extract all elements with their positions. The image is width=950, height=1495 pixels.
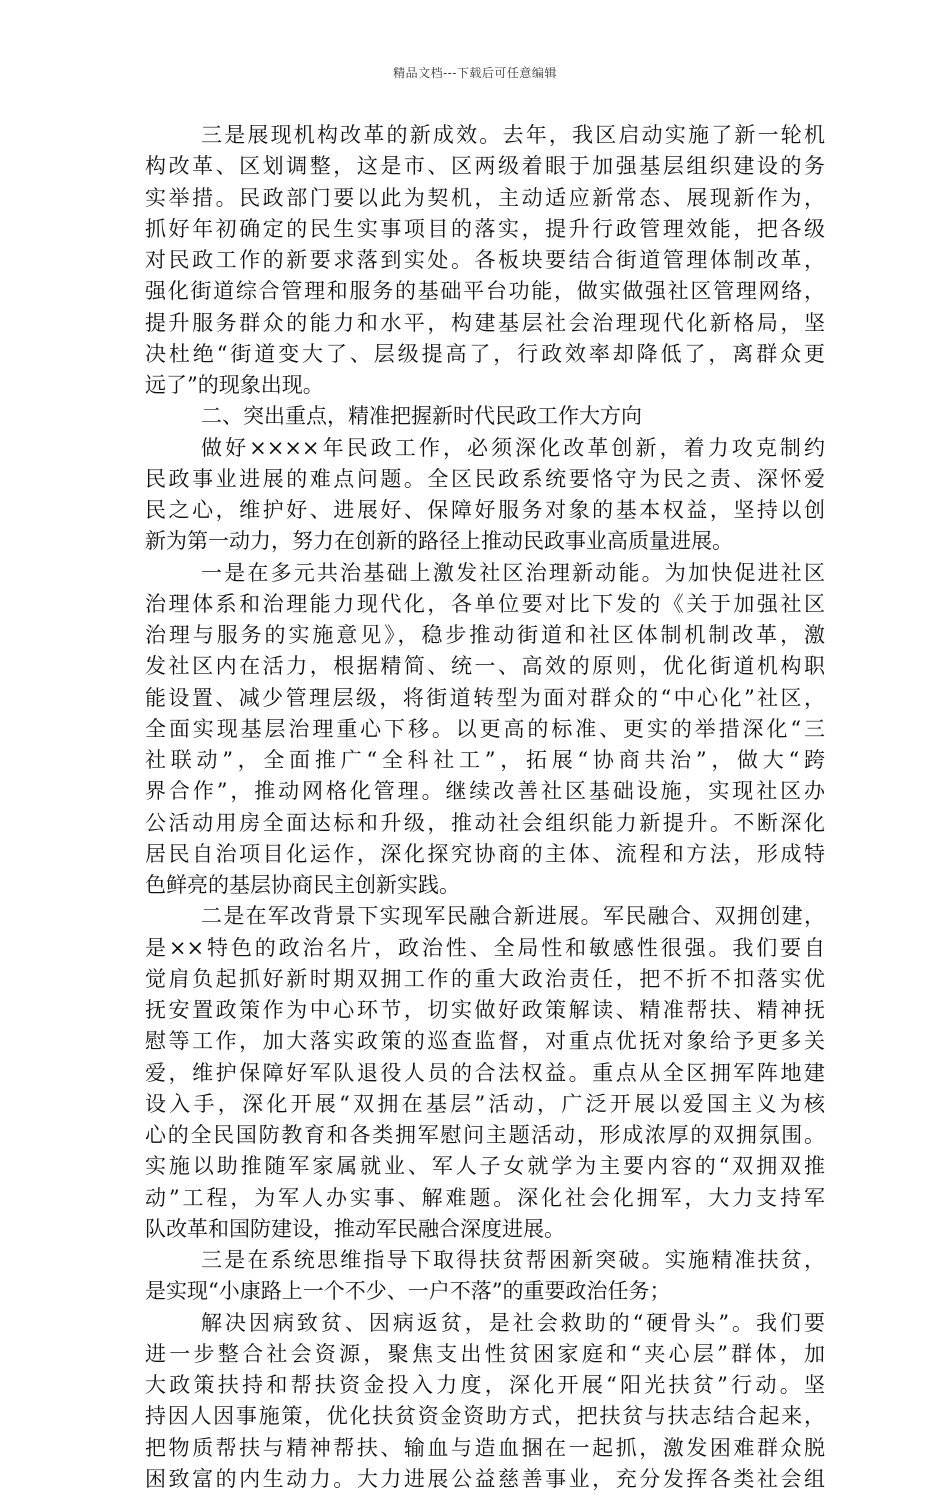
text-line: 持因人因事施策，优化扶贫资金资助方式，把扶贫与扶志结合起来，: [145, 1404, 825, 1429]
text-line: 二是在军改背景下实现军民融合新进展。军民融合、双拥创建，: [201, 904, 825, 929]
text-line: 新为第一动力，努力在创新的路径上推动民政事业高质量进展。: [145, 529, 733, 554]
text-line: 实举措。民政部门要以此为契机，主动适应新常态、展现新作为，: [145, 185, 825, 210]
text-line: 决杜绝“街道变大了、层级提高了，行政效率却降低了，离群众更: [145, 341, 825, 366]
text-line: 治理与服务的实施意见》，稳步推动街道和社区体制机制改革，激: [145, 623, 825, 647]
text-line: 居民自治项目化运作，深化探究协商的主体、流程和方法，形成特: [145, 841, 825, 866]
page-header: 精品文档---下载后可任意编辑: [393, 66, 557, 80]
text-line: 解决因病致贫、因病返贫，是社会救助的“硬骨头”。我们要: [201, 1310, 825, 1335]
text-line: 做好××××年民政工作，必须深化改革创新，着力攻克制约: [201, 435, 825, 460]
text-line: 困致富的内生动力。大力进展公益慈善事业，充分发挥各类社会组: [145, 1466, 825, 1491]
text-line: 爱，维护保障好军队退役人员的合法权益。重点从全区拥军阵地建: [145, 1060, 825, 1085]
text-line: 能设置、减少管理层级，将街道转型为面对群众的“中心化”社区，: [145, 685, 825, 710]
text-line: 全面实现基层治理重心下移。以更高的标准、更实的举措深化“三: [145, 716, 825, 741]
text-line: 实施以助推随军家属就业、军人子女就学为主要内容的“双拥双推: [145, 1154, 825, 1179]
text-line: 社联动”，全面推广“全科社工”，拓展“协商共治”，做大“跨: [145, 748, 825, 772]
text-line: 民政事业进展的难点问题。全区民政系统要恪守为民之责、深怀爱: [145, 466, 825, 491]
text-line: 三是展现机构改革的新成效。去年，我区启动实施了新一轮机: [201, 123, 825, 147]
text-line: 一是在多元共治基础上激发社区治理新动能。为加快促进社区: [201, 560, 825, 585]
text-line: 治理体系和治理能力现代化，各单位要对比下发的《关于加强社区: [145, 591, 825, 616]
text-line: 队改革和国防建设，推动军民融合深度进展。: [145, 1216, 565, 1241]
text-line: 构改革、区划调整，这是市、区两级着眼于加强基层组织建设的务: [145, 154, 825, 179]
text-line: 是××特色的政治名片，政治性、全局性和敏感性很强。我们要自: [145, 935, 825, 960]
text-line: 心的全民国防教育和各类拥军慰问主题活动，形成浓厚的双拥氛围。: [145, 1123, 825, 1147]
text-line: 设入手，深化开展“双拥在基层”活动，广泛开展以爱国主义为核: [145, 1091, 825, 1116]
text-line: 界合作”，推动网格化管理。继续改善社区基础设施，实现社区办: [145, 779, 825, 804]
text-line: 色鲜亮的基层协商民主创新实践。: [145, 873, 460, 897]
text-line: 动”工程，为军人办实事、解难题。深化社会化拥军，大力支持军: [145, 1185, 825, 1210]
document-body: [145, 120, 825, 1495]
text-line: 进一步整合社会资源，聚焦支出性贫困家庭和“夹心层”群体，加: [145, 1341, 825, 1366]
text-line: 是实现“小康路上一个不少、一户不落”的重要政治任务；: [145, 1279, 671, 1304]
text-line: 强化街道综合管理和服务的基础平台功能，做实做强社区管理网络，: [145, 279, 825, 304]
text-line: 三是在系统思维指导下取得扶贫帮困新突破。实施精准扶贫，: [201, 1248, 825, 1272]
text-line: 把物质帮扶与精神帮扶、输血与造血捆在一起抓，激发困难群众脱: [145, 1435, 825, 1460]
text-line: 慰等工作，加大落实政策的巡查监督，对重点优抚对象给予更多关: [145, 1029, 825, 1054]
text-line: 提升服务群众的能力和水平，构建基层社会治理现代化新格局，坚: [145, 310, 825, 335]
text-line: 大政策扶持和帮扶资金投入力度，深化开展“阳光扶贫”行动。坚: [145, 1373, 825, 1397]
text-line: 对民政工作的新要求落到实处。各板块要结合街道管理体制改革，: [145, 248, 825, 272]
text-line: 抓好年初确定的民生实事项目的落实，提升行政管理效能，把各级: [145, 216, 825, 241]
text-line: 远了”的现象出现。: [145, 373, 324, 397]
text-line: 二、突出重点，精准把握新时代民政工作大方向: [201, 404, 642, 429]
text-line: 发社区内在活力，根据精简、统一、高效的原则，优化街道机构职: [145, 654, 825, 679]
text-line: 公活动用房全面达标和升级，推动社会组织能力新提升。不断深化: [145, 810, 825, 835]
text-line: 抚安置政策作为中心环节，切实做好政策解读、精准帮扶、精神抚: [145, 998, 825, 1022]
text-line: 觉肩负起抓好新时期双拥工作的重大政治责任，把不折不扣落实优: [145, 966, 825, 991]
text-line: 民之心，维护好、进展好、保障好服务对象的基本权益，坚持以创: [145, 498, 825, 522]
